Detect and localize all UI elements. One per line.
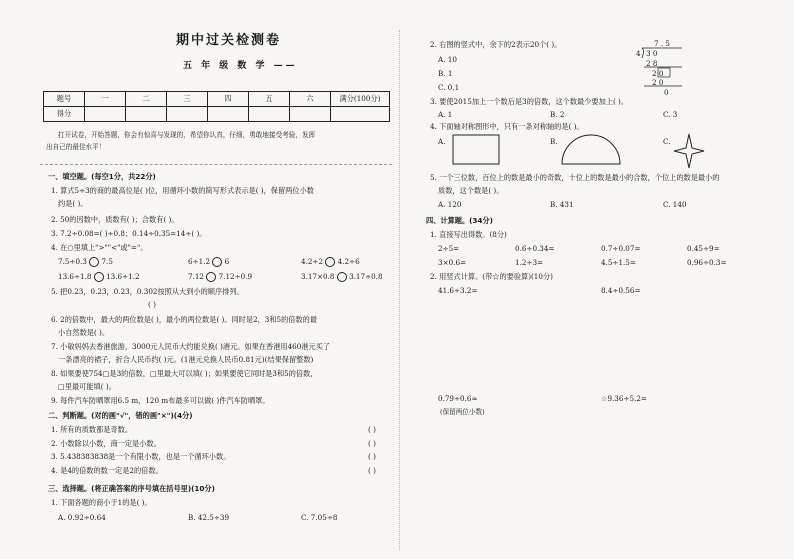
- choice-option[interactable]: C. 7.05÷8: [301, 513, 338, 522]
- vertical-calc: 41.6÷3.2=: [438, 286, 478, 295]
- oral-calc: 0.96÷0.3=: [687, 258, 727, 267]
- compare-circle[interactable]: [325, 257, 335, 267]
- oral-calc: 0.45÷9=: [687, 244, 720, 253]
- question: 7. 小敏妈妈去香港旅游，3000元人民币大约能兑换( )港元。如果在香港用460港元买了: [51, 342, 331, 351]
- calc-note: (保留两位小数): [440, 408, 485, 416]
- vertical-calc: 0.79÷0.6≈: [438, 394, 478, 403]
- question: □里最可能填( )。: [58, 382, 116, 391]
- question: 1. 算式5÷3的商的最高位是( )位，用循环小数的简写形式表示是( )，保留两位小数: [51, 186, 314, 195]
- compare-circle[interactable]: [206, 272, 216, 282]
- answer-paren[interactable]: ( ): [368, 425, 376, 434]
- choice-option[interactable]: A.: [438, 137, 446, 146]
- score-input[interactable]: [249, 107, 290, 122]
- score-input[interactable]: [331, 107, 390, 122]
- score-input[interactable]: [290, 107, 331, 122]
- choice-option[interactable]: B. 1: [438, 69, 453, 78]
- question: 2. 右图的竖式中，余下的2表示20个( )。: [430, 40, 562, 49]
- oral-calc: 2÷5=: [438, 244, 460, 253]
- compare-item: 4.2÷2 4.2÷6: [301, 257, 360, 266]
- question: 5. 把0.23，0.23̇，0.23，0.302按照从大到小的顺序排列。: [51, 287, 244, 296]
- score-cell: 三: [167, 92, 208, 107]
- choice-option[interactable]: C. 140: [663, 200, 687, 209]
- dashed-divider: [40, 164, 392, 165]
- oral-calc: 3×0.6=: [438, 258, 467, 267]
- section-heading: 三、选择题。(将正确答案的序号填在括号里)(10分): [48, 484, 215, 493]
- question: 一条漂亮的裙子，折合人民币约( )元。(1港元兑换人民币0.81元)(结果保留整数): [58, 355, 314, 364]
- question: 4. 下面轴对称图形中，只有一条对称轴的是( )。: [430, 122, 584, 131]
- compare-item: 3.17×0.8 3.17÷0.8: [301, 272, 383, 281]
- choice-option[interactable]: C.: [663, 137, 671, 146]
- section-heading: 四、计算题。(34分): [426, 216, 493, 225]
- vertical-calc: 8.4÷0.56=: [601, 286, 641, 295]
- question: 2. 用竖式计算。(带☆的要验算)(10分): [430, 272, 553, 281]
- score-cell: 一: [85, 92, 126, 107]
- question: 3. 7.2÷0.08=( )÷0.8；0.14÷0.35=14÷( )。: [51, 229, 207, 238]
- section-heading: 一、填空题。(每空1分，共22分): [48, 172, 156, 181]
- choice-option[interactable]: B.: [550, 137, 558, 146]
- score-cell: 满分(100分): [331, 92, 390, 107]
- question: 8. 如果要使754□是3的倍数，□里最大可以填( )；如果要使它同时是3和5的倍数，: [51, 369, 318, 378]
- question: 1. 直接写出得数。(8分): [430, 230, 507, 239]
- judge-item: 3. 5.438383838是一个有限小数，也是一个循环小数。: [51, 452, 231, 461]
- score-cell: 二: [126, 92, 167, 107]
- division-lines: [638, 46, 688, 96]
- question: 4. 在○里填上">""<"或"="。: [51, 243, 148, 252]
- compare-item: 6÷1.2 6: [188, 257, 230, 266]
- question: 质数，这个数是( )。: [438, 186, 504, 195]
- score-cell: 题号: [44, 92, 85, 107]
- score-cell: 六: [290, 92, 331, 107]
- answer-paren[interactable]: ( ): [368, 439, 376, 448]
- choice-option[interactable]: A. 10: [438, 55, 457, 64]
- question: 小自然数是( )。: [58, 328, 110, 337]
- compare-item: 7.5÷0.3 7.5: [58, 257, 113, 266]
- answer-paren[interactable]: ( ): [368, 466, 376, 475]
- choice-option[interactable]: C. 0.1: [438, 83, 460, 92]
- judge-item: 1. 所有的质数都是奇数。: [51, 425, 133, 434]
- compare-circle[interactable]: [212, 257, 222, 267]
- choice-option[interactable]: A. 120: [438, 200, 462, 209]
- exam-page: 期中过关检测卷 五 年 级 数 学 —— 题号 一 二 三 四 五 六 满分(100分) 得分 打开试卷，开始答题，你会有惊喜与发现的，希望你认真，仔细，勇敢地接受考验，发挥 出自己的最佳水平！ 一、填空题。(每空1分，共22分) 1. 算式5÷3的商的最高位是( )位，用循环小数的简写形式表示是( )，保留两位小数 约是( )。 2. 50的因数中，质数有( )；合数有( )。 3. 7.2÷0.08=( )÷0.8；0.14÷0.35=14÷( )。 4. 在○里填上">""<"或"="。 7.5÷0.3 7.5 6÷1.2 6 4.2÷2 4.2÷6 13.6÷1.8 13.6÷1.2 7.12 7.12÷0.9 3.17×0.8 3.17÷0.8 5. 把0.23，0.23̇，0.23，0.302按照从大到小的顺序排列。 ( ) 6. 2的倍数中，最大的两位数是( )，最小的两位数是( )。同时是2，3和5的倍数的最 小自然数是( )。 7. 小敏妈妈去香港旅游，3000元人民币大约能兑换( )港元。如果在香港用460港元买了 一条漂亮的裙子，折合人民币约( )元。(1港元兑换人民币0.81元)(结果保留整数) 8. 如果要使754□是3的倍数，□里最大可以填( )；如果要使它同时是3和5的倍数， □里最可能填( )。 9. 每件汽车防晒罩用6.5 m，120 m布最多可以做( )件汽车防晒罩。 二、判断题。(对的画"√"，错的画"×")(4分) 1. 所有的质数都是奇数。 ( ) 2. 小数除以小数，商一定是小数。 ( ) 3. 5.438383838是一个有限小数，也是一个循环小数。 ( ) 4. 是4的倍数的数一定是2的倍数。 ( ) 三、选择题。(将正确答案的序号填在括号里)(10分) 1. 下面各题的商小于1的是( )。 A. 0.92÷0.64 B. 42.5÷39 C. 7.05÷8 2. 右图的竖式中，余下的2表示20个( )。 A. 10 B. 1 C. 0.1 7 . 5 4 3 0 2 8 2 0 2 0 0 3. 要使2015加上一个数后是3的倍数，这个数最少要加上( )。 A. 1 B. 2 C. 3 4. 下面轴对称图形中，只有一条对称轴的是( )。 A. B. C. 5. 一个三位数，百位上的数是最小的奇数，十位上的数是最小的合数，个位上的数是最小的 质数，这个数是( )。 A. 120 B. 431 C. 140 四、计算题。(34分) 1. 直接写出得数。(8分) 2÷5= 0.6÷0.34= 0.7÷0.07= 0.45÷9= 3×0.6= 1.2÷3= 4.5÷1.5= 0.96÷0.3= 2. 用竖式计算。(带☆的要验算)(10分) 41.6÷3.2= 8.4÷0.56= 0.79÷0.6≈ ☆9.36÷5.2= (保留两位小数): [0, 0, 794, 559]
- judge-item: 2. 小数除以小数，商一定是小数。: [51, 439, 161, 448]
- question: 3. 要使2015加上一个数后是3的倍数，这个数最少要加上( )。: [430, 97, 629, 106]
- oral-calc: 4.5÷1.5=: [601, 258, 636, 267]
- page-title: 期中过关检测卷: [176, 33, 282, 48]
- choice-option[interactable]: A. 1: [438, 110, 453, 119]
- judge-item: 4. 是4的倍数的数一定是2的倍数。: [51, 466, 163, 475]
- oral-calc: 0.7÷0.07=: [601, 244, 641, 253]
- score-input[interactable]: [85, 107, 126, 122]
- score-input[interactable]: [167, 107, 208, 122]
- question: 5. 一个三位数，百位上的数是最小的奇数，十位上的数是最小的合数，个位上的数是最小的: [430, 173, 720, 182]
- question: 1. 下面各题的商小于1的是( )。: [51, 498, 152, 507]
- score-input[interactable]: [126, 107, 167, 122]
- score-cell: 得分: [44, 107, 85, 122]
- answer-paren: ( ): [148, 300, 156, 309]
- choice-option[interactable]: B. 2: [550, 110, 565, 119]
- score-row-headers: [44, 92, 390, 107]
- score-row-blank: [44, 107, 390, 122]
- oral-calc: 0.6÷0.34=: [515, 244, 555, 253]
- question: 6. 2的倍数中，最大的两位数是( )，最小的两位数是( )。同时是2，3和5的倍数的最: [51, 315, 318, 324]
- oral-calc: 1.2÷3=: [515, 258, 544, 267]
- compare-circle[interactable]: [89, 257, 99, 267]
- choice-option[interactable]: A. 0.92÷0.64: [58, 513, 106, 522]
- score-table: [43, 91, 390, 122]
- star-shape: [672, 132, 706, 170]
- question: 9. 每件汽车防晒罩用6.5 m，120 m布最多可以做( )件汽车防晒罩。: [51, 396, 270, 405]
- score-input[interactable]: [208, 107, 249, 122]
- column-divider: [399, 30, 400, 550]
- intro-line: 打开试卷，开始答题，你会有惊喜与发现的，希望你认真，仔细，勇敢地接受考验，发挥: [58, 131, 316, 139]
- choice-option[interactable]: B. 42.5÷39: [188, 513, 230, 522]
- intro-line: 出自己的最佳水平！: [46, 143, 106, 151]
- choice-option[interactable]: C. 3: [663, 110, 678, 119]
- section-heading: 二、判断题。(对的画"√"，错的画"×")(4分): [48, 411, 193, 420]
- semicircle-shape: [560, 134, 622, 166]
- page-subtitle: 五 年 级 数 学 ——: [183, 61, 298, 71]
- rectangle-shape: [452, 134, 502, 166]
- answer-paren[interactable]: ( ): [368, 452, 376, 461]
- compare-circle[interactable]: [94, 272, 104, 282]
- question: 2. 50的因数中，质数有( )；合数有( )。: [51, 215, 179, 224]
- vertical-calc: ☆9.36÷5.2=: [601, 394, 647, 403]
- compare-item: 13.6÷1.8 13.6÷1.2: [58, 272, 140, 281]
- compare-item: 7.12 7.12÷0.9: [188, 272, 253, 281]
- choice-option[interactable]: B. 431: [550, 200, 574, 209]
- score-cell: 五: [249, 92, 290, 107]
- question: 约是( )。: [58, 199, 88, 208]
- compare-circle[interactable]: [337, 272, 347, 282]
- score-cell: 四: [208, 92, 249, 107]
